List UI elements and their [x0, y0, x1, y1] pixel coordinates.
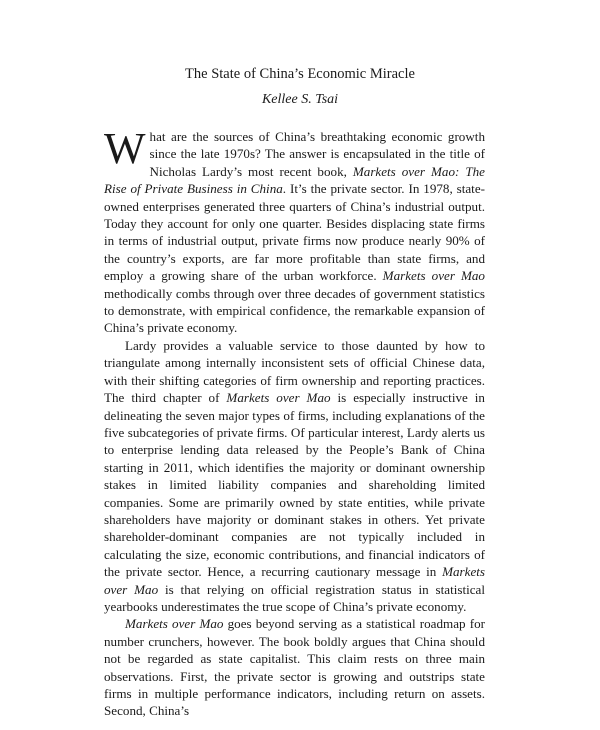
paragraph-2-text-1: Lardy provides a valuable service to those daunted by how to triangulate among internally inconsistent sets of official Chinese data, with their shifting categories of firm ownership and reporting practices. The third chapter of — [104, 337, 485, 406]
drop-cap: W — [104, 124, 146, 173]
paragraph-1-text-3: methodically combs through over three decades of government statistics to demonstrate, with empirical confidence, the remarkable expansion of China’s private economy. — [104, 285, 485, 336]
paragraph-3 — [104, 615, 485, 719]
article-body — [104, 124, 485, 720]
book-title-italic: Markets over Mao — [104, 564, 485, 597]
paragraph-1-text-2: . It’s the private sector. In 1978, state-owned enterprises generated three quarters of China’s industrial output. Today they account for only one quarter. Besides displacing state firms in terms of industrial output, private firms now produce nearly 90% of the country’s exports, are far more profitable than state firms, and employ a growing share of the urban workforce. — [104, 181, 485, 284]
book-title-italic: Markets over Mao — [382, 268, 485, 284]
article-author: Kellee S. Tsai — [261, 92, 339, 107]
paragraph-3-text-1: goes beyond serving as a statistical roadmap for number crunchers, however. The book boldly argues that China should not be regarded as state capitalist. This claim rests on three main observations. First, the private sector is growing and outstrips state firms in multiple performance indicators, including return on assets. Second, China’s — [104, 616, 485, 719]
article-title: The State of China’s Economic Miracle — [185, 66, 415, 82]
book-title-italic: Markets over Mao: The Rise of Private Business in China — [104, 163, 485, 197]
paragraph-2-text-3: is that relying on official registration status in statistical yearbooks underestimates the true scope of China’s private economy. — [104, 581, 485, 614]
book-title-italic: Markets over Mao — [226, 390, 331, 406]
book-title-italic: Markets over Mao — [125, 616, 224, 632]
paragraph-2 — [104, 337, 485, 616]
paragraph-1 — [104, 124, 485, 337]
paragraph-1-text-1: hat are the sources of China’s breathtaking economic growth since the late 1970s? The answer is encapsulated in the title of Nicholas Lardy’s most recent book, — [149, 129, 485, 179]
paragraph-2-text-2: is especially instructive in delineating the seven major types of firms, including explanations of the five subcategories of private firms. Of particular interest, Lardy alerts us to enterprise lending data released by the People’s Bank of China starting in 2011, which identifies the majority or dominant ownership stakes in limited liability companies and shareholding limited companies. Some are primarily owned by state entities, while private shareholders have majority or dominant stakes in others. Yet private shareholder-dominant companies are not typically included in calculating the size, economic contributions, and financial indicators of the private sector. Hence, a recurring cautionary message in — [104, 390, 485, 580]
